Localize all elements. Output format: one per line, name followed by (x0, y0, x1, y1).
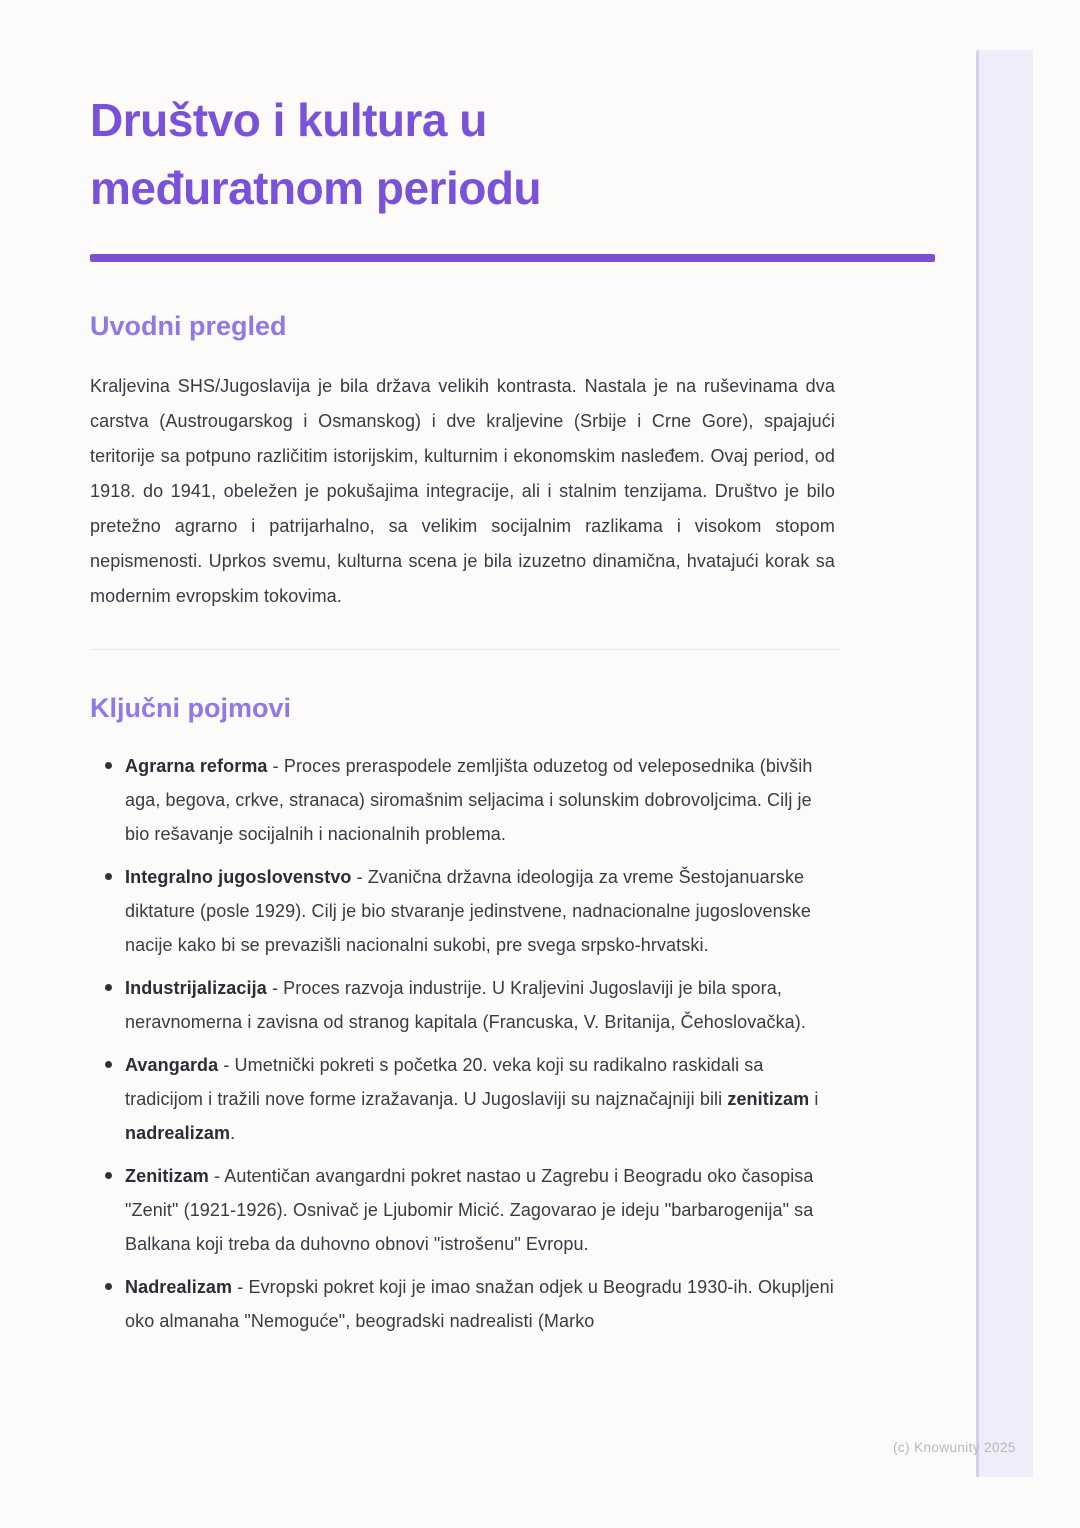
key-term-item (90, 971, 835, 1039)
key-term-description: - Zvanična državna ideologija za vreme Šestojanuarske diktature (posle 1929). Cilj je bio stvaranje jedinstvene, nadnacionalne jugoslovenske nacije kako bi se prevazišli nacionalni sukobi, pre svega srpsko-hrvatski. (125, 867, 812, 955)
key-term-description: - Autentičan avangardni pokret nastao u Zagrebu i Beogradu oko časopisa "Zenit" (1921-1926). Osnivač je Ljubomir Micić. Zagovarao je ideju "barbarogenija" sa Balkana koji treba da duhovno obnovi "istrošenu" Evropu. (125, 1166, 814, 1254)
key-term-item (90, 860, 835, 962)
key-term-item (90, 1270, 835, 1338)
page-title (90, 86, 935, 222)
key-term-label: Integralno jugoslovenstvo (125, 867, 352, 887)
key-terms-list (90, 749, 835, 1338)
key-term-description: i (809, 1089, 819, 1109)
title-accent-bar (90, 254, 935, 262)
bullet-dot-icon (105, 1172, 112, 1179)
key-term-label: Industrijalizacija (125, 978, 267, 998)
key-term-description: - Evropski pokret koji je imao snažan odjek u Beogradu 1930-ih. Okupljeni oko almanaha "Nemoguće", beogradski nadrealisti (Marko (125, 1277, 834, 1331)
document-page (90, 86, 935, 1347)
key-term-description: - Proces razvoja industrije. U Kraljevini Jugoslaviji je bila spora, neravnomerna i zavisna od stranog kapitala (Francuska, V. Britanija, Čehoslovačka). (125, 978, 806, 1032)
key-term-description: - Umetnički pokreti s početka 20. veka koji su radikalno raskidali sa tradicijom i tražili nove forme izražavanja. U Jugoslaviji su najznačajniji bili (125, 1055, 764, 1109)
key-term-item (90, 749, 835, 851)
copyright-watermark: (c) Knowunity 2025 (893, 1440, 1016, 1455)
bullet-dot-icon (105, 762, 112, 769)
key-term-item (90, 1048, 835, 1150)
page-title-line: međuratnom periodu (90, 162, 542, 214)
key-term-description: - Proces preraspodele zemljišta oduzetog od veleposednika (bivših aga, begova, crkve, stranaca) siromašnim seljacima i solunskim dobrovoljcima. Cilj je bio rešavanje socijalnih i nacionalnih problema. (125, 756, 813, 844)
section-heading-kljucni-pojmovi: Ključni pojmovi (90, 693, 292, 723)
section-heading-uvodni-pregled: Uvodni pregled (90, 311, 287, 341)
key-term-label: Nadrealizam (125, 1277, 233, 1297)
bullet-dot-icon (105, 873, 112, 880)
side-accent-strip (976, 50, 1033, 1477)
key-term-label: Agrarna reforma (125, 756, 268, 776)
bullet-dot-icon (105, 1283, 112, 1290)
page-title-line: Društvo i kultura u (90, 94, 487, 146)
bullet-dot-icon (105, 1061, 112, 1068)
key-term-description: . (230, 1123, 236, 1143)
intro-paragraph: Kraljevina SHS/Jugoslavija je bila država velikih kontrasta. Nastala je na ruševinama dva carstva (Austrougarskog i Osmanskog) i dve kraljevine (Srbije i Crne Gore), spajajući teritorije sa potpuno različitim istorijskim, kulturnim i ekonomskim nasleđem. Ovaj period, od 1918. do 1941, obeležen je pokušajima integracije, ali i stalnim tenzijama. Društvo je bilo pretežno agrarno i patrijarhalno, sa velikim socijalnim razlikama i visokom stopom nepismenosti. Uprkos svemu, kulturna scena je bila izuzetno dinamična, hvatajući korak sa modernim evropskim tokovima. (90, 376, 835, 606)
bullet-dot-icon (105, 984, 112, 991)
key-term-label: Zenitizam (125, 1166, 209, 1186)
section-divider (90, 649, 840, 650)
key-term-item (90, 1159, 835, 1261)
key-term-emphasis: zenitizam (727, 1089, 810, 1109)
key-term-emphasis: nadrealizam (125, 1123, 231, 1143)
key-term-label: Avangarda (125, 1055, 219, 1075)
